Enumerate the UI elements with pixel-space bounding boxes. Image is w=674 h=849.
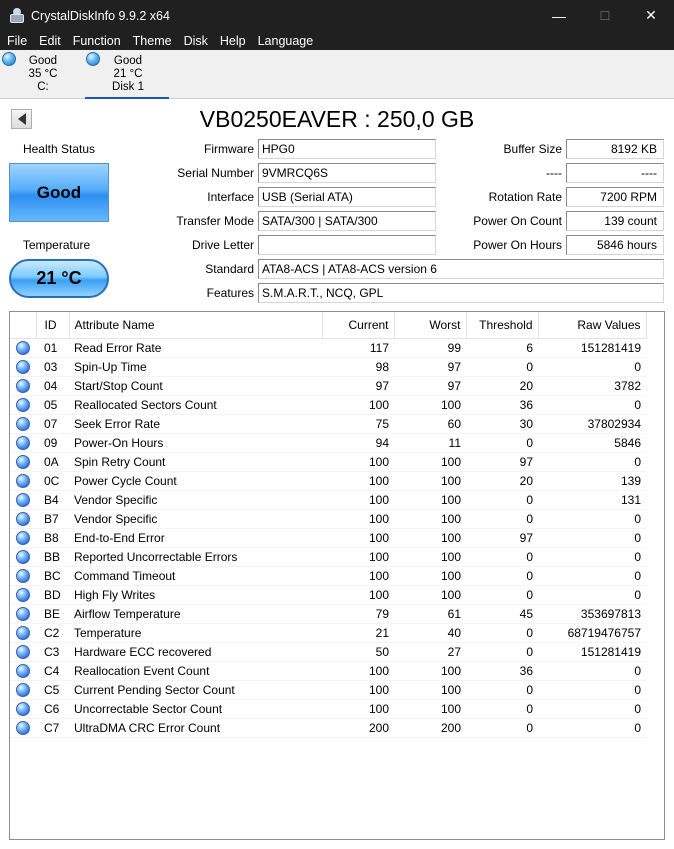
cell-threshold: 0 — [466, 585, 538, 604]
features-field: S.M.A.R.T., NCQ, GPL — [258, 283, 664, 303]
status-ball-icon — [16, 512, 30, 526]
close-button[interactable]: ✕ — [645, 7, 657, 23]
status-ball-icon — [16, 550, 30, 564]
cell-worst: 100 — [394, 395, 466, 414]
menu-disk[interactable]: Disk — [183, 33, 208, 48]
cell-raw-value: 0 — [538, 566, 646, 585]
cell-attribute-name: Vendor Specific — [69, 509, 322, 528]
cell-attribute-name: Reallocation Event Count — [69, 661, 322, 680]
cell-attribute-name: End-to-End Error — [69, 528, 322, 547]
tab-disk-name: C: — [37, 81, 49, 93]
cell-attribute-name: Spin-Up Time — [69, 357, 322, 376]
cell-threshold: 97 — [466, 528, 538, 547]
status-cell — [10, 528, 36, 547]
status-cell — [10, 566, 36, 585]
cell-raw-value: 68719476757 — [538, 623, 646, 642]
cell-worst: 97 — [394, 357, 466, 376]
cell-current: 100 — [322, 585, 394, 604]
column-header-raw-values[interactable]: Raw Values — [538, 312, 646, 338]
cell-id: B4 — [36, 490, 69, 509]
cell-attribute-name: Current Pending Sector Count — [69, 680, 322, 699]
status-cell — [10, 490, 36, 509]
cell-worst: 97 — [394, 376, 466, 395]
cell-id: 03 — [36, 357, 69, 376]
cell-raw-value: 0 — [538, 699, 646, 718]
serial-number-field: 9VMRCQ6S — [258, 163, 436, 183]
status-ball-icon — [16, 493, 30, 507]
cell-id: BB — [36, 547, 69, 566]
cell-threshold: 36 — [466, 395, 538, 414]
status-ball-icon — [16, 626, 30, 640]
health-status-label: Health Status — [22, 142, 96, 156]
cell-current: 100 — [322, 661, 394, 680]
cell-raw-value: 5846 — [538, 433, 646, 452]
transfer-mode-field: SATA/300 | SATA/300 — [258, 211, 436, 231]
buffer-size-label: Buffer Size — [503, 142, 562, 156]
cell-current: 50 — [322, 642, 394, 661]
cell-worst: 100 — [394, 528, 466, 547]
cell-attribute-name: High Fly Writes — [69, 585, 322, 604]
status-cell — [10, 338, 36, 357]
status-cell — [10, 642, 36, 661]
previous-disk-button[interactable] — [11, 109, 32, 129]
cell-current: 100 — [322, 566, 394, 585]
smart-attributes-table[interactable] — [9, 311, 665, 840]
menu-language[interactable]: Language — [257, 33, 314, 48]
cell-worst: 100 — [394, 452, 466, 471]
status-cell — [10, 718, 36, 737]
title-bar — [0, 0, 674, 31]
cell-threshold: 30 — [466, 414, 538, 433]
cell-threshold: 0 — [466, 433, 538, 452]
cell-raw-value: 37802934 — [538, 414, 646, 433]
cell-current: 100 — [322, 699, 394, 718]
cell-worst: 100 — [394, 471, 466, 490]
cell-threshold: 0 — [466, 623, 538, 642]
cell-id: 05 — [36, 395, 69, 414]
cell-id: B8 — [36, 528, 69, 547]
status-ball-icon — [16, 664, 30, 678]
cell-raw-value: 131 — [538, 490, 646, 509]
status-cell — [10, 509, 36, 528]
status-cell — [10, 680, 36, 699]
disk-title: VB0250EAVER : 250,0 GB — [199, 106, 475, 132]
cell-current: 98 — [322, 357, 394, 376]
minimize-button[interactable]: — — [552, 7, 566, 24]
status-ball-icon — [16, 360, 30, 374]
cell-raw-value: 0 — [538, 509, 646, 528]
cell-worst: 100 — [394, 699, 466, 718]
column-header-threshold[interactable]: Threshold — [466, 312, 538, 338]
cell-current: 79 — [322, 604, 394, 623]
disk-tabs — [0, 50, 674, 99]
power-on-count-field: 139 count — [566, 211, 664, 231]
menu-theme[interactable]: Theme — [132, 33, 172, 48]
cell-attribute-name: Uncorrectable Sector Count — [69, 699, 322, 718]
rotation-rate-label: Rotation Rate — [488, 190, 562, 204]
table-row[interactable] — [10, 490, 646, 509]
features-label: Features — [206, 286, 254, 300]
status-ball-icon — [16, 683, 30, 697]
cell-attribute-name: Command Timeout — [69, 566, 322, 585]
status-ball-icon — [16, 588, 30, 602]
cell-current: 100 — [322, 528, 394, 547]
table-row[interactable] — [10, 661, 646, 680]
menu-bar — [0, 31, 674, 50]
cell-worst: 100 — [394, 661, 466, 680]
cell-raw-value: 3782 — [538, 376, 646, 395]
status-ball-icon — [16, 436, 30, 450]
cell-current: 100 — [322, 395, 394, 414]
table-row[interactable] — [10, 376, 646, 395]
cell-threshold: 0 — [466, 642, 538, 661]
status-ball-icon — [16, 645, 30, 659]
cell-raw-value: 0 — [538, 395, 646, 414]
health-good-icon — [86, 52, 100, 66]
drive-letter-field — [258, 235, 436, 255]
cell-attribute-name: Seek Error Rate — [69, 414, 322, 433]
cell-worst: 100 — [394, 566, 466, 585]
disk-tab-disk1[interactable] — [85, 50, 169, 99]
cell-threshold: 6 — [466, 338, 538, 357]
cell-attribute-name: Hardware ECC recovered — [69, 642, 322, 661]
cell-worst: 11 — [394, 433, 466, 452]
cell-worst: 100 — [394, 547, 466, 566]
cell-current: 117 — [322, 338, 394, 357]
temperature-label: Temperature — [22, 238, 91, 252]
cell-worst: 27 — [394, 642, 466, 661]
table-row[interactable] — [10, 395, 646, 414]
unknown-label: ---- — [546, 166, 562, 180]
status-ball-icon — [16, 607, 30, 621]
cell-threshold: 0 — [466, 357, 538, 376]
cell-id: C5 — [36, 680, 69, 699]
column-header-worst[interactable]: Worst — [394, 312, 466, 338]
cell-threshold: 45 — [466, 604, 538, 623]
status-cell — [10, 623, 36, 642]
tab-temperature: 35 °C — [28, 68, 58, 80]
cell-worst: 100 — [394, 490, 466, 509]
cell-threshold: 0 — [466, 547, 538, 566]
cell-threshold: 0 — [466, 718, 538, 737]
table-row[interactable] — [10, 718, 646, 737]
status-ball-icon — [16, 379, 30, 393]
cell-worst: 99 — [394, 338, 466, 357]
cell-threshold: 0 — [466, 699, 538, 718]
cell-worst: 61 — [394, 604, 466, 623]
cell-id: C3 — [36, 642, 69, 661]
cell-current: 100 — [322, 471, 394, 490]
table-row[interactable] — [10, 509, 646, 528]
table-row[interactable] — [10, 452, 646, 471]
status-ball-icon — [16, 531, 30, 545]
cell-id: BE — [36, 604, 69, 623]
status-ball-icon — [16, 455, 30, 469]
temperature-button[interactable]: 21 °C — [9, 259, 109, 298]
cell-current: 100 — [322, 680, 394, 699]
cell-current: 200 — [322, 718, 394, 737]
cell-id: 0A — [36, 452, 69, 471]
cell-attribute-name: Vendor Specific — [69, 490, 322, 509]
cell-id: 0C — [36, 471, 69, 490]
cell-attribute-name: Temperature — [69, 623, 322, 642]
cell-current: 100 — [322, 547, 394, 566]
column-header-id[interactable]: ID — [36, 312, 69, 338]
status-cell — [10, 376, 36, 395]
status-cell — [10, 357, 36, 376]
cell-id: C4 — [36, 661, 69, 680]
status-ball-icon — [16, 569, 30, 583]
drive-letter-label: Drive Letter — [191, 238, 254, 252]
status-ball-icon — [16, 417, 30, 431]
cell-threshold: 0 — [466, 490, 538, 509]
status-cell — [10, 433, 36, 452]
cell-attribute-name: Start/Stop Count — [69, 376, 322, 395]
arrow-left-icon — [18, 113, 26, 125]
cell-threshold: 0 — [466, 680, 538, 699]
cell-threshold: 20 — [466, 376, 538, 395]
main-panel — [0, 100, 674, 849]
status-cell — [10, 699, 36, 718]
cell-id: C2 — [36, 623, 69, 642]
cell-threshold: 97 — [466, 452, 538, 471]
table-row[interactable] — [10, 680, 646, 699]
cell-worst: 100 — [394, 509, 466, 528]
power-on-hours-label: Power On Hours — [473, 238, 562, 252]
table-row[interactable] — [10, 433, 646, 452]
table-row[interactable] — [10, 699, 646, 718]
cell-threshold: 0 — [466, 566, 538, 585]
window-title: CrystalDiskInfo 9.9.2 x64 — [31, 8, 170, 23]
status-cell — [10, 414, 36, 433]
cell-threshold: 0 — [466, 509, 538, 528]
table-row[interactable] — [10, 623, 646, 642]
cell-worst: 200 — [394, 718, 466, 737]
status-cell — [10, 661, 36, 680]
cell-threshold: 36 — [466, 661, 538, 680]
rotation-rate-field: 7200 RPM — [566, 187, 664, 207]
cell-raw-value: 151281419 — [538, 642, 646, 661]
table-row[interactable] — [10, 566, 646, 585]
cell-current: 21 — [322, 623, 394, 642]
cell-raw-value: 0 — [538, 547, 646, 566]
health-status-button[interactable]: Good — [9, 163, 109, 222]
menu-edit[interactable]: Edit — [39, 33, 61, 48]
cell-attribute-name: Power-On Hours — [69, 433, 322, 452]
cell-worst: 40 — [394, 623, 466, 642]
cell-attribute-name: Reallocated Sectors Count — [69, 395, 322, 414]
tab-disk-name: Disk 1 — [112, 81, 144, 93]
cell-attribute-name: Read Error Rate — [69, 338, 322, 357]
status-cell — [10, 604, 36, 623]
status-ball-icon — [16, 341, 30, 355]
column-header-status[interactable] — [10, 312, 36, 338]
cell-current: 100 — [322, 490, 394, 509]
maximize-button[interactable]: ☐ — [599, 8, 611, 23]
column-header-current[interactable]: Current — [322, 312, 394, 338]
cell-attribute-name: Spin Retry Count — [69, 452, 322, 471]
cell-attribute-name: Power Cycle Count — [69, 471, 322, 490]
buffer-size-field: 8192 KB — [566, 139, 664, 159]
table-row[interactable] — [10, 471, 646, 490]
health-good-icon — [2, 52, 16, 66]
unknown-field: ---- — [566, 163, 664, 183]
cell-raw-value: 0 — [538, 585, 646, 604]
table-row[interactable] — [10, 585, 646, 604]
active-tab-indicator — [85, 97, 169, 99]
column-header-attribute-name[interactable]: Attribute Name — [69, 312, 322, 338]
cell-worst: 100 — [394, 585, 466, 604]
table-row[interactable] — [10, 338, 646, 357]
cell-worst: 100 — [394, 680, 466, 699]
status-cell — [10, 471, 36, 490]
standard-label: Standard — [205, 262, 254, 276]
crystaldiskinfo-app-icon — [9, 8, 25, 24]
cell-attribute-name: Reported Uncorrectable Errors — [69, 547, 322, 566]
table-row[interactable] — [10, 642, 646, 661]
table-row[interactable] — [10, 547, 646, 566]
status-cell — [10, 585, 36, 604]
tab-status: Good — [113, 55, 143, 67]
cell-current: 97 — [322, 376, 394, 395]
status-cell — [10, 395, 36, 414]
cell-id: C6 — [36, 699, 69, 718]
cell-raw-value: 0 — [538, 452, 646, 471]
cell-current: 75 — [322, 414, 394, 433]
table-header-row — [10, 312, 646, 338]
status-ball-icon — [16, 398, 30, 412]
cell-raw-value: 0 — [538, 680, 646, 699]
cell-id: 04 — [36, 376, 69, 395]
interface-label: Interface — [207, 190, 254, 204]
firmware-label: Firmware — [204, 142, 254, 156]
cell-raw-value: 151281419 — [538, 338, 646, 357]
table-row[interactable] — [10, 357, 646, 376]
cell-current: 100 — [322, 452, 394, 471]
cell-attribute-name: UltraDMA CRC Error Count — [69, 718, 322, 737]
menu-file[interactable]: File — [7, 33, 28, 48]
cell-worst: 60 — [394, 414, 466, 433]
cell-id: B7 — [36, 509, 69, 528]
cell-id: 09 — [36, 433, 69, 452]
tab-temperature: 21 °C — [113, 68, 143, 80]
status-ball-icon — [16, 474, 30, 488]
cell-current: 94 — [322, 433, 394, 452]
table-row[interactable] — [10, 604, 646, 623]
interface-field: USB (Serial ATA) — [258, 187, 436, 207]
cell-raw-value: 139 — [538, 471, 646, 490]
menu-function[interactable]: Function — [72, 33, 121, 48]
power-on-hours-field: 5846 hours — [566, 235, 664, 255]
cell-raw-value: 0 — [538, 661, 646, 680]
disk-tab-c[interactable] — [0, 50, 84, 99]
cell-attribute-name: Airflow Temperature — [69, 604, 322, 623]
power-on-count-label: Power On Count — [473, 214, 562, 228]
status-ball-icon — [16, 721, 30, 735]
cell-id: BD — [36, 585, 69, 604]
tab-status: Good — [28, 55, 58, 67]
cell-raw-value: 0 — [538, 718, 646, 737]
cell-threshold: 20 — [466, 471, 538, 490]
serial-number-label: Serial Number — [177, 166, 254, 180]
cell-raw-value: 0 — [538, 357, 646, 376]
table-row[interactable] — [10, 414, 646, 433]
cell-id: C7 — [36, 718, 69, 737]
menu-help[interactable]: Help — [219, 33, 246, 48]
cell-id: BC — [36, 566, 69, 585]
cell-raw-value: 353697813 — [538, 604, 646, 623]
table-row[interactable] — [10, 528, 646, 547]
cell-id: 07 — [36, 414, 69, 433]
status-ball-icon — [16, 702, 30, 716]
status-cell — [10, 547, 36, 566]
firmware-field: HPG0 — [258, 139, 436, 159]
cell-id: 01 — [36, 338, 69, 357]
status-cell — [10, 452, 36, 471]
cell-current: 100 — [322, 509, 394, 528]
standard-field: ATA8-ACS | ATA8-ACS version 6 — [258, 259, 664, 279]
transfer-mode-label: Transfer Mode — [176, 214, 254, 228]
cell-raw-value: 0 — [538, 528, 646, 547]
